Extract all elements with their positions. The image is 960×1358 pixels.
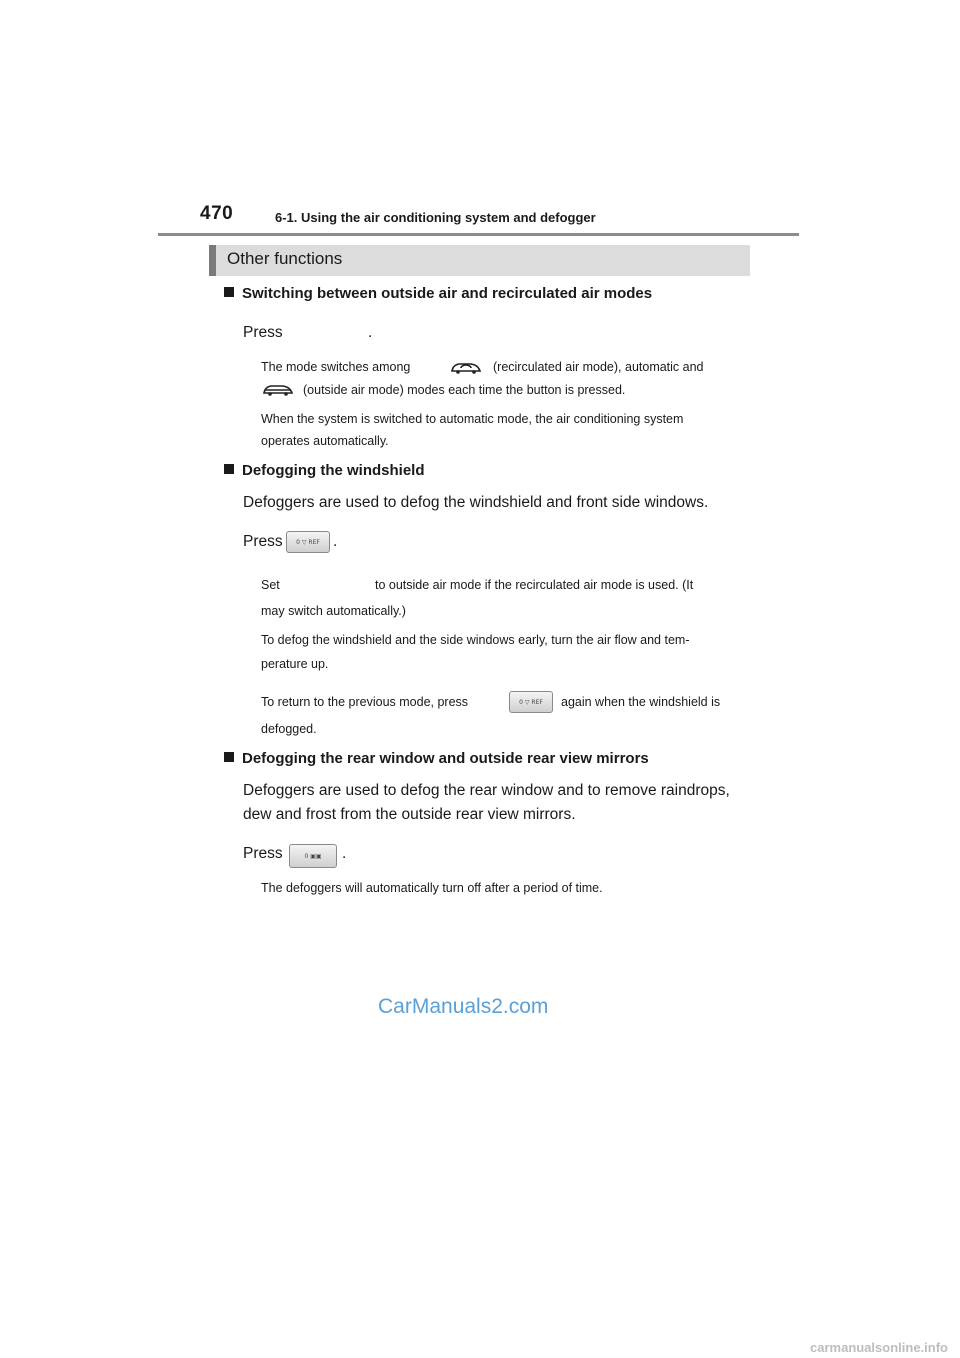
press-instruction: Press: [243, 845, 283, 862]
rear-body-line1: Defoggers are used to defog the rear window and to remove raindrops,: [243, 782, 730, 799]
rear-body-line2: dew and frost from the outside rear view mirrors.: [243, 806, 576, 823]
section-title: Other functions: [227, 249, 343, 268]
return-note-part2: again when the windshield is: [561, 695, 721, 709]
bullet-square-icon: [224, 752, 234, 762]
return-note-part1: To return to the previous mode, press: [261, 695, 469, 709]
heading-defog-windshield: Defogging the windshield: [224, 462, 425, 479]
press-suffix: .: [368, 324, 373, 341]
press-instruction: Press: [243, 533, 283, 550]
heading-defog-rear: Defogging the rear window and outside rear view mirrors: [224, 750, 649, 767]
rear-defogger-button-icon: 0 ▣▣: [289, 844, 337, 868]
auto-mode-note-line2: operates automatically.: [261, 434, 389, 448]
press-suffix: .: [342, 845, 347, 862]
header-divider: [158, 233, 799, 236]
mode-note-part3: (outside air mode) modes each time the button is pressed.: [303, 383, 626, 397]
auto-off-note: The defoggers will automatically turn off after a period of time.: [261, 881, 603, 895]
page-header: [158, 203, 798, 235]
heading-air-modes: Switching between outside air and recirculated air modes: [224, 285, 652, 302]
bullet-square-icon: [224, 287, 234, 297]
set-note-line2: may switch automatically.): [261, 604, 406, 618]
section-title-bar: [209, 245, 750, 276]
windshield-body: Defoggers are used to defog the windshield and front side windows.: [243, 494, 709, 511]
outside-air-icon: [261, 381, 295, 397]
press-instruction: Press: [243, 324, 283, 341]
recirculated-air-icon: [449, 359, 483, 375]
chapter-title: 6-1. Using the air conditioning system and defogger: [275, 210, 596, 225]
page-number: 470: [200, 203, 234, 224]
auto-mode-note-line1: When the system is switched to automatic mode, the air conditioning system: [261, 412, 684, 426]
mode-note-part1: The mode switches among: [261, 360, 411, 374]
press-suffix: .: [333, 533, 338, 550]
front-defogger-button-icon: 0 ▽ REF: [509, 691, 553, 713]
footer-watermark: carmanualsonline.info: [810, 1340, 948, 1355]
early-defog-note-line1: To defog the windshield and the side windows early, turn the air flow and tem-: [261, 633, 690, 647]
return-note-line2: defogged.: [261, 722, 317, 736]
early-defog-note-line2: perature up.: [261, 657, 329, 671]
mode-note-part2: (recirculated air mode), automatic and: [493, 360, 704, 374]
front-defogger-button-icon: 0 ▽ REF: [286, 531, 330, 553]
watermark-text: CarManuals2.com: [378, 995, 549, 1018]
set-note-part2: to outside air mode if the recirculated air mode is used. (It: [375, 578, 694, 592]
bullet-square-icon: [224, 464, 234, 474]
set-note-part1: Set: [261, 578, 280, 592]
